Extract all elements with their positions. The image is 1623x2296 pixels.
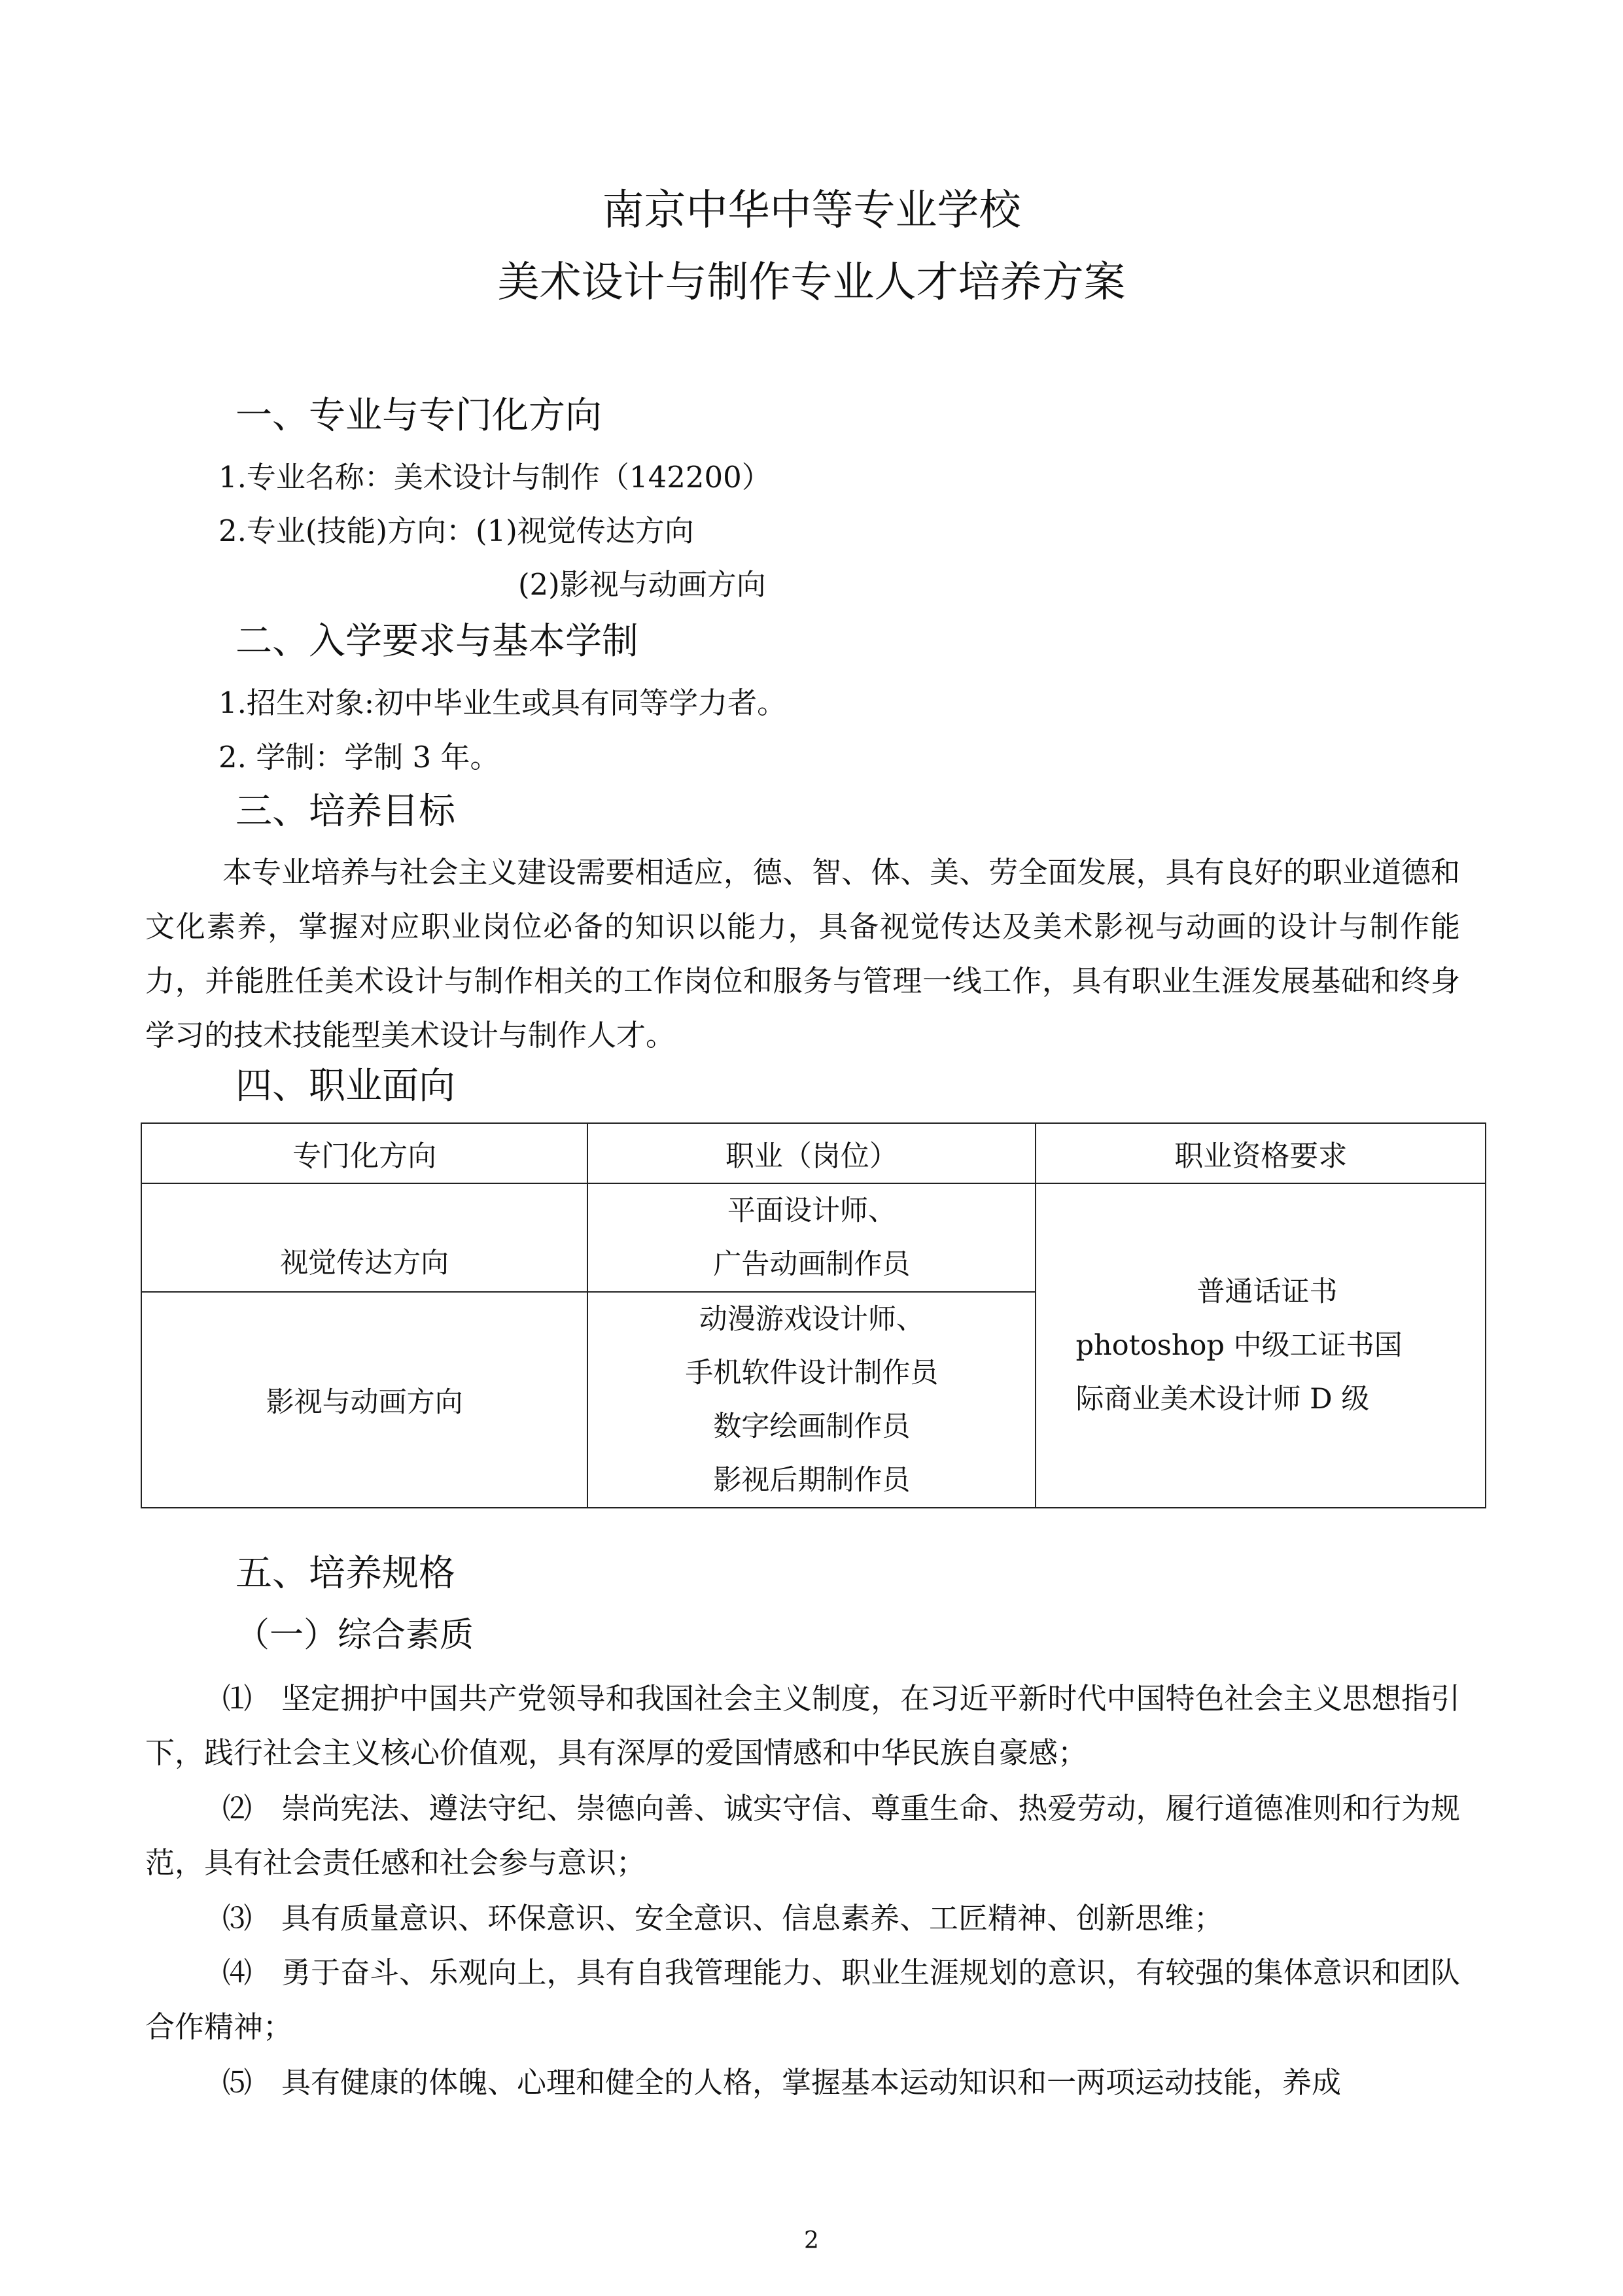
table-row bbox=[141, 1183, 1486, 1292]
enrollment-target: 1.招生对象:初中毕业生或具有同等学力者。 bbox=[218, 686, 787, 720]
occupation-item: 平面设计师、 bbox=[727, 1194, 896, 1227]
header-qualification: 职业资格要求 bbox=[1036, 1123, 1486, 1183]
section-4-heading: 四、职业面向 bbox=[236, 1065, 455, 1107]
row1-direction-label: 视觉传达方向 bbox=[280, 1246, 449, 1279]
quality-item-4: ⑷ 勇于奋斗、乐观向上，具有自我管理能力、职业生涯规划的意识，有较强的集体意识和团队合作精神； bbox=[145, 1955, 1460, 2044]
major-name: 1.专业名称：美术设计与制作（142200） bbox=[218, 460, 771, 495]
quality-item-3: ⑶ 具有质量意识、环保意识、安全意识、信息素养、工匠精神、创新思维； bbox=[222, 1901, 1224, 1936]
subsection-comprehensive-quality: （一）综合素质 bbox=[236, 1616, 474, 1655]
row1-direction bbox=[141, 1183, 587, 1292]
occupation-item: 手机软件设计制作员 bbox=[685, 1357, 939, 1389]
requirement-item: 普通话证书 bbox=[1196, 1276, 1338, 1308]
study-length: 2. 学制：学制 3 年。 bbox=[218, 740, 500, 774]
page-number: 2 bbox=[804, 2227, 819, 2254]
program-title: 美术设计与制作专业人才培养方案 bbox=[497, 258, 1126, 307]
school-title: 南京中华中等专业学校 bbox=[602, 186, 1021, 235]
occupation-item: 影视后期制作员 bbox=[713, 1464, 911, 1497]
qualification-requirements bbox=[1036, 1183, 1486, 1508]
section-3-heading: 三、培养目标 bbox=[236, 790, 455, 833]
occupation-item: 数字绘画制作员 bbox=[713, 1410, 911, 1443]
section-2-heading: 二、入学要求与基本学制 bbox=[236, 620, 638, 663]
row2-occupations bbox=[587, 1292, 1036, 1508]
table-header-row bbox=[141, 1123, 1486, 1183]
training-goal-text: 本专业培养与社会主义建设需要相适应，德、智、体、美、劳全面发展，具有良好的职业道德和文化素养，掌握对应职业岗位必备的知识以能力，具备视觉传达及美术影视与动画的设计与制作能力，并能胜任美术设计与制作相关的工作岗位和服务与管理一线工作，具有职业生涯发展基础和终身学习的技术技能型美术设计与制作人才。 bbox=[145, 855, 1460, 1052]
row2-direction: 影视与动画方向 bbox=[141, 1292, 587, 1508]
header-direction: 专门化方向 bbox=[141, 1123, 587, 1183]
career-table bbox=[141, 1122, 1486, 1508]
requirement-item: 际商业美术设计师 D 级 bbox=[1075, 1383, 1370, 1416]
occupation-item: 动漫游戏设计师、 bbox=[699, 1303, 924, 1336]
section-1-heading: 一、专业与专门化方向 bbox=[236, 394, 602, 437]
quality-item-5: ⑸ 具有健康的体魄、心理和健全的人格，掌握基本运动知识和一两项运动技能，养成 bbox=[222, 2065, 1342, 2100]
section-5-heading: 五、培养规格 bbox=[236, 1552, 455, 1595]
header-occupation: 职业（岗位） bbox=[587, 1123, 1036, 1183]
major-direction-2: (2)影视与动画方向 bbox=[518, 567, 766, 602]
occupation-item: 广告动画制作员 bbox=[713, 1248, 911, 1281]
quality-item-2: ⑵ 崇尚宪法、遵法守纪、崇德向善、诚实守信、尊重生命、热爱劳动，履行道德准则和行为规范，具有社会责任感和社会参与意识； bbox=[145, 1791, 1460, 1880]
major-direction-1: 2.专业(技能)方向：(1)视觉传达方向 bbox=[218, 513, 694, 548]
requirement-item: photoshop 中级工证书国 bbox=[1075, 1329, 1403, 1362]
row1-occupations bbox=[587, 1183, 1036, 1292]
quality-item-1: ⑴ 坚定拥护中国共产党领导和我国社会主义制度，在习近平新时代中国特色社会主义思想指引下，践行社会主义核心价值观，具有深厚的爱国情感和中华民族自豪感； bbox=[145, 1681, 1460, 1770]
